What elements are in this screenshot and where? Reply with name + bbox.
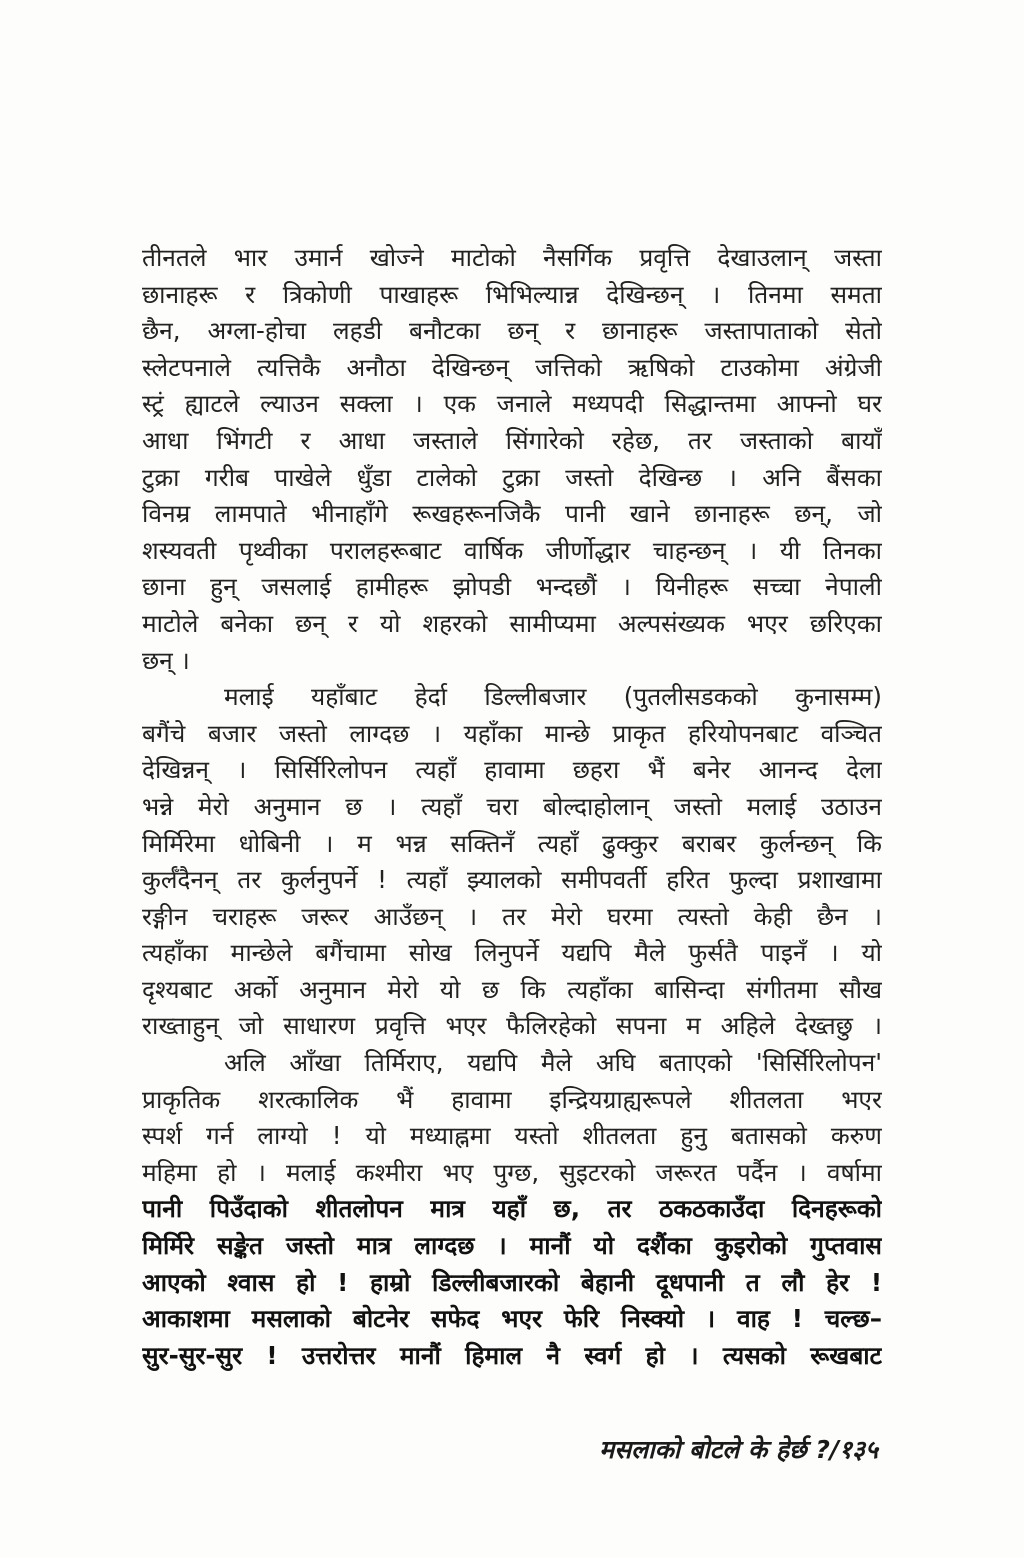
text-line: तीनतले भार उमार्न खोज्ने माटोको नैसर्गिक प्रवृत्ति देखाउलान् जस्ता xyxy=(142,243,882,272)
text-line: राख्ताहुन् जो साधारण प्रवृत्ति भएर फैलिरहेको सपना म अहिले देख्तछु । xyxy=(142,1011,882,1041)
text-line: छाना हुन् जसलाई हामीहरू झोपडी भन्दछौं । यिनीहरू सच्चा नेपाली xyxy=(142,572,882,602)
text-line: भन्ने मेरो अनुमान छ । त्यहाँ चरा बोल्दाहोलान् जस्तो मलाई उठाउन xyxy=(142,791,882,821)
text-line: छैन, अग्ला-होचा लहडी बनौटका छन् र छानाहरू जस्तापाताको सेतो xyxy=(142,316,882,346)
text-line: आएको श्वास हो ! हाम्रो डिल्लीबजारको बेहानी दूधपानी त लौ हेर ! xyxy=(142,1267,882,1297)
text-line: शस्यवती पृथ्वीका परालहरूबाट वार्षिक जीर्णोद्धार चाहन्छन् । यी तिनका xyxy=(142,535,882,565)
text-line: आधा भिंगटी र आधा जस्ताले सिंगारेको रहेछ, तर जस्ताको बायाँ xyxy=(142,425,882,455)
text-line: देखिन्नन् । सिर्सिरिलोपन त्यहाँ हावामा छहरा भैं बनेर आनन्द देला xyxy=(142,755,882,785)
text-line: मलाई यहाँबाट हेर्दा डिल्लीबजार (पुतलीसडकको कुनासम्म) xyxy=(224,682,882,712)
paragraph-3 xyxy=(142,1045,882,1374)
text-line: स्पर्श गर्न लाग्यो ! यो मध्याह्नमा यस्तो शीतलता हुनु बतासको करुण xyxy=(142,1121,882,1151)
text-line: मिर्मिरेमा धोबिनी । म भन्न सक्तिनँ त्यहाँ ढुक्कुर बराबर कुर्लन्छन् कि xyxy=(142,828,882,858)
text-line: स्लेटपनाले त्यत्तिकै अनौठा देखिन्छन् जत्तिको ऋषिको टाउकोमा अंग्रेजी xyxy=(142,352,882,382)
running-footer: मसलाको बोटले के हेर्छ ?/१३५ xyxy=(599,1435,878,1464)
text-line: त्यहाँका मान्छेले बगैंचामा सोख लिनुपर्ने यद्यपि मैले फुर्सतै पाइनँ । यो xyxy=(142,938,882,968)
text-line: बगैंचे बजार जस्तो लाग्दछ । यहाँका मान्छे प्राकृत हरियोपनबाट वञ्चित xyxy=(142,718,882,748)
text-line: स्ट्रं ह्याटले ल्याउन सक्ला । एक जनाले मध्यपदी सिद्धान्तमा आफ्नो घर xyxy=(142,389,882,419)
paragraph-2 xyxy=(142,679,882,1045)
text-line: रङ्गीन चराहरू जरूर आउँछन् । तर मेरो घरमा त्यस्तो केही छैन । xyxy=(142,901,882,931)
text-line: अलि आँखा तिर्मिराए, यद्यपि मैले अघि बताएको 'सिर्सिरिलोपन' xyxy=(224,1048,882,1078)
text-line: प्राकृतिक शरत्कालिक भैं हावामा इन्द्रियग्राह्यरूपले शीतलता भएर xyxy=(142,1084,882,1114)
text-line: माटोले बनेका छन् र यो शहरको सामीप्यमा अल्पसंख्यक भएर छरिएका xyxy=(142,608,882,638)
text-line: मिर्मिरे सङ्केत जस्तो मात्र लाग्दछ । मानौं यो दशैंका कुइरोको गुप्तवास xyxy=(142,1231,882,1261)
text-line: पानी पिउँदाको शीतलोपन मात्र यहाँ छ, तर ठकठकाउँदा दिनहरूको xyxy=(142,1194,882,1224)
text-line: विनम्र लामपाते भीनाहाँगे रूखहरूनजिकै पानी खाने छानाहरू छन्, जो xyxy=(142,499,882,529)
text-line: आकाशमा मसलाको बोटनेर सफेद भएर फेरि निस्क्यो । वाह ! चल्छ– xyxy=(142,1304,882,1334)
text-line: कुर्लँदैनन् तर कुर्लनुपर्ने ! त्यहाँ झ्यालको समीपवर्ती हरित फुल्दा प्रशाखामा xyxy=(142,865,882,895)
text-line: टुक्रा गरीब पाखेले धुँडा टालेको टुक्रा जस्तो देखिन्छ । अनि बैंसका xyxy=(142,462,882,492)
body-text xyxy=(142,240,882,1374)
text-line: दृश्यबाट अर्को अनुमान मेरो यो छ कि त्यहाँका बासिन्दा संगीतमा सौख xyxy=(142,974,882,1004)
paragraph-1 xyxy=(142,240,882,679)
text-line: महिमा हो । मलाई कश्मीरा भए पुग्छ, सुइटरको जरूरत पर्दैन । वर्षामा xyxy=(142,1157,882,1187)
text-line: छानाहरू र त्रिकोणी पाखाहरू भिभिल्यान्न देखिन्छन् । तिनमा समता xyxy=(142,279,882,309)
text-line: सुर-सुर-सुर ! उत्तरोत्तर मानौं हिमाल नै स्वर्ग हो । त्यसको रूखबाट xyxy=(142,1340,882,1370)
text-line: छन् । xyxy=(142,645,190,675)
